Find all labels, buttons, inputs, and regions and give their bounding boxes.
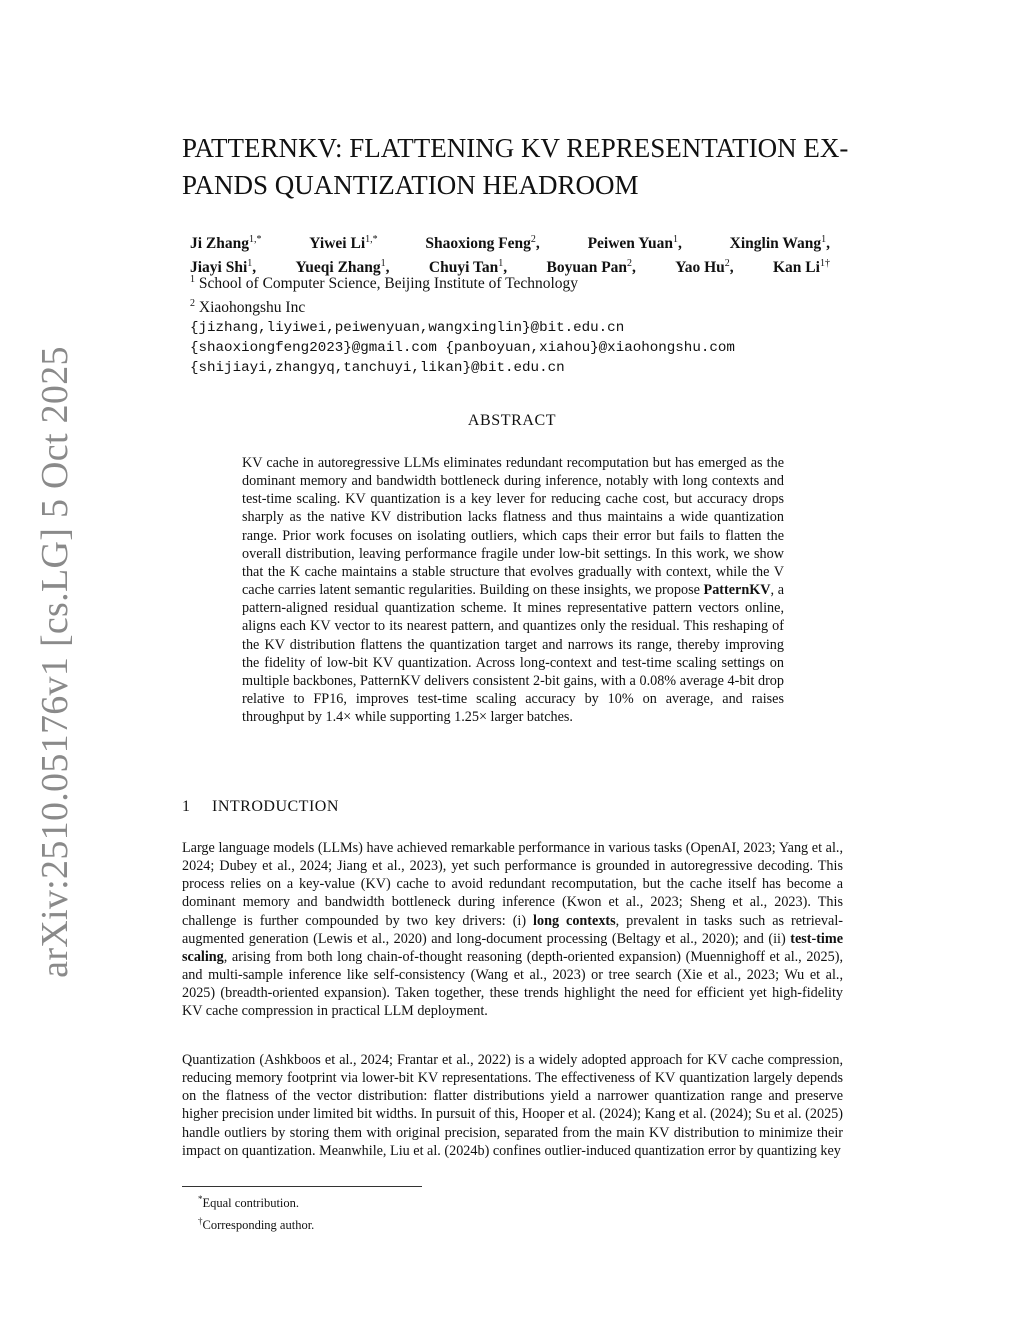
author: Ji Zhang$^{1,*}$	[190, 234, 262, 253]
author: Shaoxiong Feng$^2$,	[425, 234, 540, 253]
email-line[interactable]: {jizhang,liyiwei,peiwenyuan,wangxinglin}@bit.edu.cn	[190, 320, 625, 337]
affiliation: $^2$ Xiaohongshu Inc	[190, 298, 306, 317]
email-line[interactable]: {shijiayi,zhangyq,tanchuyi,likan}@bit.edu.cn	[190, 360, 565, 377]
footnote: *Equal contribution.	[198, 1194, 300, 1211]
title-line-1: PATTERNKV: FLATTENING KV REPRESENTATION EX-	[182, 133, 849, 163]
section-number: 1	[182, 798, 191, 815]
section-title: INTRODUCTION	[212, 798, 339, 815]
email-line[interactable]: {shaoxiongfeng2023}@gmail.com {panboyuan,xiahou}@xiaohongshu.com	[190, 340, 735, 357]
method-name: PatternKV	[703, 582, 771, 599]
arxiv-identifier: arXiv:2510.05176v1 [cs.LG] 5 Oct 2025	[34, 346, 76, 978]
footnotes	[198, 1190, 314, 1234]
author: Boyuan Pan$^2$,	[546, 258, 636, 277]
abstract-heading: ABSTRACT	[467, 412, 557, 429]
author: Yiwei $Li^{1,*}$	[309, 234, 378, 253]
emphasis: test-time scaling	[182, 930, 843, 965]
author: Xinglin Wang$^1$,	[729, 234, 830, 253]
author: Jiayi Shi$^1$,	[190, 258, 257, 277]
intro-paragraph-2: Quantization (Ashkboos et al., 2024; Frantar et al., 2022) is a widely adopted approach for KV cache compression, reducing memory footprint via lower-bit KV representations. The effectiveness of KV quantization largely depends on the flatness of the vector distribution: flatter distributions yield a narrower quantization range and preserve higher precision under limited bit widths. In pursuit of this, Hooper et al. (2024); Kang et al. (2024); Su et al. (2025) handle outliers by storing them with original precision, separated from the main KV distribution to minimize their impact on quantization. Meanwhile, Liu et al. (2024b) confines outlier-induced quantization error by quantizing key	[182, 1052, 843, 1159]
author-row-1	[190, 230, 830, 254]
section-heading	[182, 798, 339, 816]
author: Kan $Li^{1\dagger}$	[773, 258, 830, 277]
intro-paragraph-1: Large language models (LLMs) have achieved remarkable performance in various tasks (OpenAI, 2023; Yang et al., 2024; Dubey et al., 2024; Jiang et al., 2023), yet such performance is grounded in autoregressive decoding. This process relies on a key-value (KV) cache to avoid redundant recomputation, but the cache itself has become a dominant memory and bandwidth bottleneck during inference (Kwon et al., 2023; Sheng et al., 2023). This challenge is further compounded by two key drivers: (i) long contexts, prevalent in tasks such as retrieval-augmented generation (Lewis et al., 2020) and long-document processing (Beltagy et al., 2020); and (ii) test-time scaling, arising from both long chain-of-thought reasoning (depth-oriented expansion) (Muennighoff et al., 2025), and multi-sample inference like self-consistency (Wang et al., 2023) or tree search (Xie et al., 2023; Wu et al., 2025) (breadth-oriented expansion). Taken together, these trends highlight the need for efficient yet high-fidelity KV cache compression in practical LLM deployment.	[182, 840, 843, 1020]
affiliations	[190, 270, 850, 378]
emphasis: long contexts	[533, 912, 616, 929]
author: Yueqi Zhang$^1$,	[295, 258, 390, 277]
abstract-body: KV cache in autoregressive LLMs eliminates redundant recomputation but has emerged as the dominant memory and bandwidth bottleneck during inference, notably with long contexts and test-time scaling. KV quantization is a key lever for reducing cache cost, but accuracy drops sharply as the native KV distribution lacks flatness and thus maintains a wide quantization range. Prior work focuses on isolating outliers, which caps their error but fails to flatten the overall distribution, leaving performance fragile under low-bit settings. In this work, we show that the K cache maintains a stable structure that evolves gradually with context, while the V cache carries latent semantic regularities. Building on these insights, we propose PatternKV, a pattern-aligned residual quantization scheme. It mines representative pattern vectors online, aligns each KV vector to its nearest pattern, and quantizes only the residual. This reshaping of the KV distribution flattens the quantization target and narrows its range, thereby improving the fidelity of low-bit KV quantization. Across long-context and test-time scaling settings on multiple backbones, PatternKV delivers consistent 2-bit gains, with a 0.08% average 4-bit drop relative to FP16, improves test-time scaling accuracy by 10% on average, and raises throughput by 1.4× while supporting 1.25× larger batches.	[242, 455, 784, 726]
footnote: †Corresponding author.	[198, 1216, 315, 1233]
author: Peiwen Yuan$^1$,	[587, 234, 682, 253]
paper-title	[182, 130, 852, 204]
footnote-divider	[182, 1186, 422, 1187]
title-line-2: PANDS QUANTIZATION HEADROOM	[182, 170, 639, 200]
affiliation: $^1$ School of Computer Science, Beijing Institute of Technology	[190, 274, 579, 293]
author: Chuyi Tan$^1$,	[428, 258, 508, 277]
author: Yao Hu$^2$,	[675, 258, 734, 277]
